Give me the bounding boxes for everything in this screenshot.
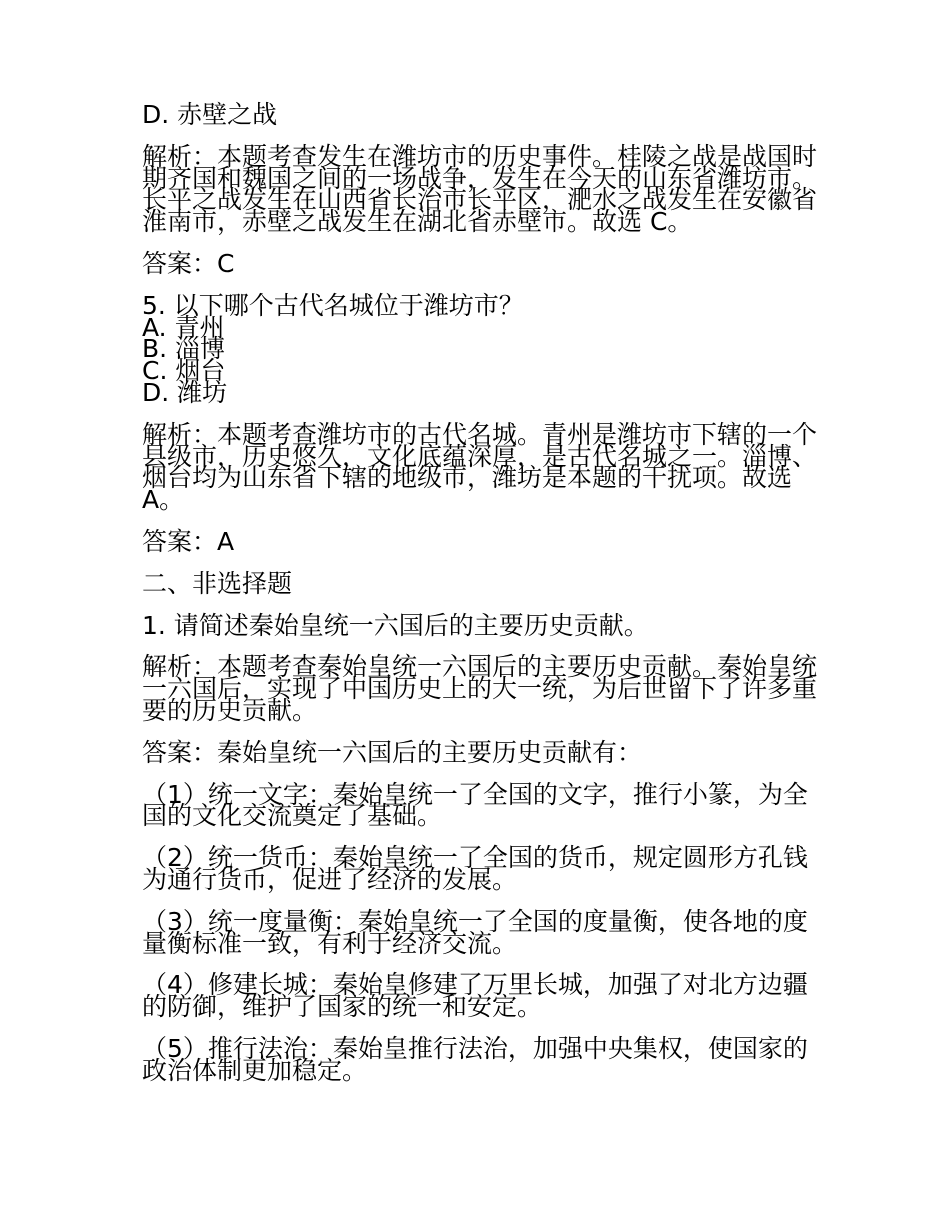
essay-analysis: 解析：本题考查秦始皇统一六国后的主要历史贡献。秦始皇统一六国后，实现了中国历史上的大一统，为后世留下了许多重要的历史贡献。 — [142, 652, 818, 725]
q5-option-a: A. 青州 — [142, 312, 225, 342]
essay-question: 1. 请简述秦始皇统一六国后的主要历史贡献。 — [142, 610, 649, 640]
essay-point-4: （4）修建长城：秦始皇修建了万里长城，加强了对北方边疆的防御，维护了国家的统一和安定。 — [142, 970, 808, 1022]
essay-answer-intro: 答案：秦始皇统一六国后的主要历史贡献有： — [142, 737, 643, 767]
essay-point-2: （2）统一货币：秦始皇统一了全国的货币，规定圆形方孔钱为通行货币，促进了经济的发展。 — [142, 843, 808, 894]
document-page — [142, 100, 818, 1085]
q5-option-b: B. 淄博 — [142, 334, 226, 364]
essay-point-5: （5）推行法治：秦始皇推行法治，加强中央集权，使国家的政治体制更加稳定。 — [142, 1033, 808, 1085]
q5-option-c: C. 烟台 — [142, 356, 226, 386]
q4-analysis: 解析：本题考查发生在潍坊市的历史事件。桂陵之战是战国时期齐国和魏国之间的一场战争，发生在今天的山东省潍坊市。长平之战发生在山西省长治市长平区，淝水之战发生在安徽省淮南市，赤壁之战发生在湖北省赤壁市。故选 C。 — [142, 141, 818, 237]
option-d-prev: D. 赤壁之战 — [142, 100, 278, 129]
q5-answer: 答案：A — [142, 526, 235, 556]
section-title: 二、非选择题 — [142, 568, 293, 598]
q5-option-d: D. 潍坊 — [142, 377, 228, 407]
essay-point-1: （1）统一文字：秦始皇统一了全国的文字，推行小篆，为全国的文化交流奠定了基础。 — [142, 779, 808, 831]
q5-analysis: 解析：本题考查潍坊市的古代名城。青州是潍坊市下辖的一个县级市，历史悠久，文化底蕴深厚，是古代名城之一。淄博、烟台均为山东省下辖的地级市，潍坊是本题的干扰项。故选 A。 — [142, 419, 818, 515]
essay-point-3: （3）统一度量衡：秦始皇统一了全国的度量衡，使各地的度量衡标准一致，有利于经济交流。 — [142, 906, 808, 958]
q5-question: 5. 以下哪个古代名城位于潍坊市？ — [142, 290, 524, 320]
q4-answer: 答案：C — [142, 248, 235, 278]
